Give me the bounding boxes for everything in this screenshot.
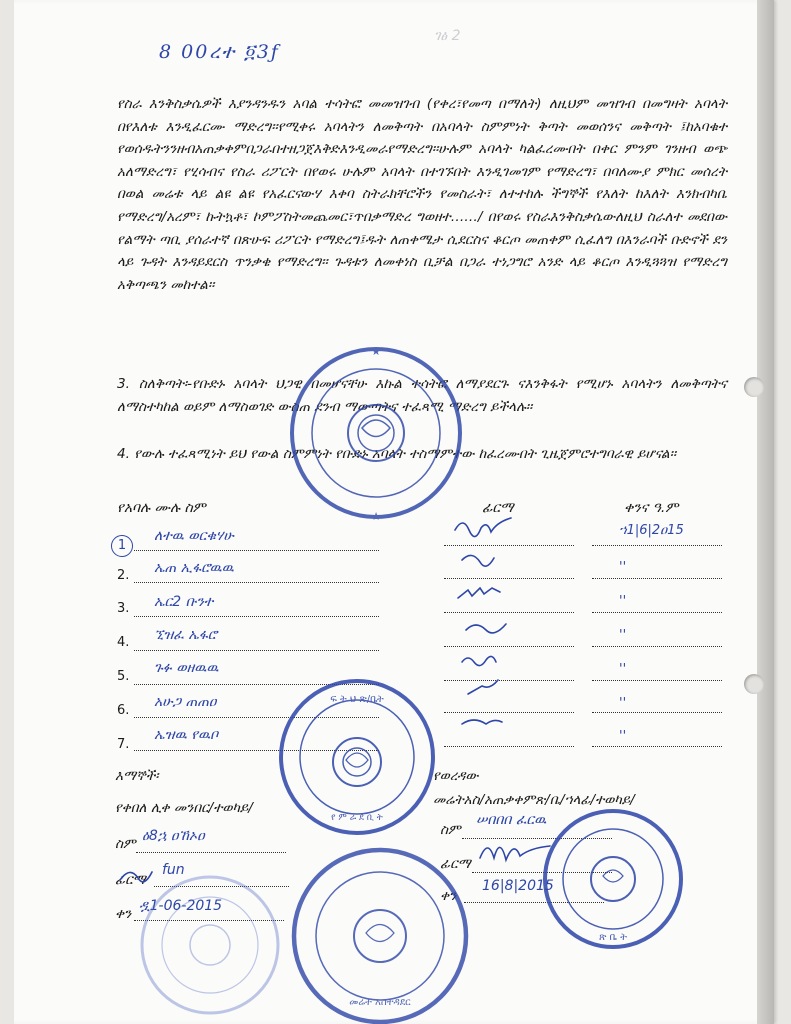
signature-line bbox=[444, 680, 574, 681]
transferor-label: የወረዳው bbox=[433, 768, 479, 784]
left-signature-handwritten: fun bbox=[162, 862, 185, 878]
handwritten-header-note: 8 00ረተ ፬3ƒ bbox=[159, 41, 280, 63]
faint-page-mark: ገፅ 2 bbox=[434, 28, 461, 44]
punch-hole bbox=[744, 377, 764, 397]
left-signature-label: ፊርማ bbox=[115, 872, 146, 888]
date-line bbox=[592, 545, 722, 546]
left-name-line bbox=[136, 852, 286, 853]
punch-hole bbox=[744, 674, 764, 694]
member-date: '' bbox=[619, 628, 627, 643]
right-date-handwritten: 16|8|2015 bbox=[482, 878, 554, 894]
svg-text:★: ★ bbox=[371, 345, 381, 358]
column-header-name: የአባሉ ሙሉ ስም bbox=[117, 500, 206, 516]
member-name: ኤዝዉ የዉቦ bbox=[154, 727, 219, 743]
svg-text:የ ም ራ ደ ቢ ት: የ ም ራ ደ ቢ ት bbox=[331, 813, 383, 823]
member-date: '' bbox=[619, 662, 627, 677]
left-name-label: ስም bbox=[115, 836, 136, 852]
left-name-handwritten: ዕ8ኋ ዐኸኦዐ bbox=[142, 828, 205, 844]
row-number: 4. bbox=[117, 635, 130, 650]
right-signature-line bbox=[472, 872, 612, 873]
name-line bbox=[134, 650, 379, 651]
date-line bbox=[592, 746, 722, 747]
paragraph-penalties: 3. ስለቅጣት፡-የቡድኑ አባላት ህጋዊ በመሆናቸሁ እኩል ተሳትፎ ለማያደርጉ ናእንቅፋት የሚሆኑ አባላትን ለመቅጣትና ለማስተካከል ወይም ለማስወገድ ውስጠ ደንብ ማውጣትና ተፈጻሚ ማድረግ ይችላሉ፡፡ bbox=[117, 376, 727, 415]
signature-line bbox=[444, 545, 574, 546]
signature-line bbox=[444, 712, 574, 713]
left-date-label: ቀን bbox=[115, 906, 132, 922]
name-line bbox=[134, 750, 379, 751]
name-line bbox=[134, 550, 379, 551]
member-date: ኀ1|6|2ዐ15 bbox=[619, 523, 684, 538]
date-line bbox=[592, 578, 722, 579]
left-signature-line bbox=[154, 886, 289, 887]
scan-edge-shadow bbox=[757, 0, 774, 1024]
document-page bbox=[14, 0, 774, 1024]
svg-text:ጽ ቤ ት: ጽ ቤ ት bbox=[599, 932, 627, 943]
right-signature-label: ፊርማ bbox=[440, 856, 471, 872]
name-line bbox=[134, 717, 379, 718]
date-line bbox=[592, 680, 722, 681]
member-name: ኤጠ ኢፋሮዉዉ bbox=[154, 560, 234, 576]
member-name: አሁጋ ጠጠዐ bbox=[154, 694, 217, 710]
name-line bbox=[134, 582, 379, 583]
svg-text:★: ★ bbox=[371, 510, 381, 523]
signature-line bbox=[444, 612, 574, 613]
svg-text:መሬት አስተዳደር: መሬት አስተዳደር bbox=[349, 997, 411, 1008]
right-name-line bbox=[462, 838, 612, 839]
column-header-signature: ፊርማ bbox=[482, 500, 514, 516]
row-number: 6. bbox=[117, 703, 130, 718]
right-date-label: ቀን bbox=[440, 888, 457, 904]
member-date: '' bbox=[619, 696, 627, 711]
signature-line bbox=[444, 646, 574, 647]
member-name: ጉፉ ወዘዉዉ bbox=[154, 660, 219, 676]
member-name: ኤር2 ቡንተ bbox=[154, 594, 214, 610]
row-number: 1 bbox=[111, 535, 133, 557]
member-date: '' bbox=[619, 729, 627, 744]
member-name: ለተዉ ወርቁሃሁ bbox=[154, 528, 234, 544]
member-date: '' bbox=[619, 594, 627, 609]
name-line bbox=[134, 616, 379, 617]
member-name: ኚዝፈ ኤፋሮ bbox=[154, 627, 217, 643]
witnesses-label: እማኞች፡ bbox=[115, 768, 159, 784]
date-line bbox=[592, 646, 722, 647]
date-line bbox=[592, 712, 722, 713]
row-number: 3. bbox=[117, 601, 130, 616]
signature-line bbox=[444, 746, 574, 747]
row-number: 7. bbox=[117, 737, 130, 752]
name-line bbox=[134, 684, 379, 685]
column-header-date: ቀንና ዓ.ም bbox=[624, 500, 679, 516]
date-line bbox=[592, 612, 722, 613]
svg-text:ፍ ት ህ ጽ/ቤት: ፍ ት ህ ጽ/ቤት bbox=[330, 694, 384, 705]
signature-line bbox=[444, 578, 574, 579]
row-number: 2. bbox=[117, 568, 130, 583]
left-date-handwritten: ዷ1-06-2015 bbox=[139, 898, 223, 914]
left-date-line bbox=[134, 920, 284, 921]
paragraph-duties: የስራ እንቅስቃሴዎች እያንዳንዱን አባል ተሳትፎ መመዝገብ (የቀረ፣የመጣ በማለት) ለዚህም መዝገብ በመግዛት አባላት በየእለቱ እንዲፈርሙ ማድረግ፡፡የሚቀሩ አባላትን ለመቅጣት በአባላት ስምምነት ቅጣት መወሰንና መቅጣት ፤ከአባቁተ የወሰዱትንንዘብአጠቃቀምበጋራበተዘጋጀእቅድእንዲመራየማድረግ፡፡ሁሉም አባላት ካልፈረሙበት በቀር ምንም ገንዘብ ወጭ አለማድረግ፣ የሂሳብና የስራ ሪፖርት በየወሩ ሁሉም አባላት በተገኙበት እንዲገመገም የማድረግ፣ በባለሙያ ምክር መሰረት በወል መሬቱ ላይ ልዩ ልዩ የአፈርናውሃ እቀባ ስትራክቸሮችን የመስራት፣ ለተተከሉ ችግኞች የእለት ከእለት እንክብካቤ የማድረግ/አረም፣ ኩትኳቶ፣ ኮምፖስትመጨመር፣ጥበቃማድረ ግወዘተ……/ በየወሩ የስራእንቅስቃሴውለዚህ ስራለተ መደበው የልማት ጣቢ ያሰራተኛ በጽሁፍ ሪፖርት የማድረግ፤ዱት ለጠቀሜታ ሲደርስና ቆርጦ መጠቀም ሲፈለግ በእንራባች ቡድኖች ደን ላይ ጉዳት እንዳይደርስ ጥንቃቄ የማድረግ፡፡ ጉዳቱን ለመቀነስ ቢቻል በጋራ ተነጋግሮ አንድ ላይ ቆርጦ እንዲጓጓዝ የማድረግ አቅጣጫን መከተል፡፡ bbox=[117, 96, 727, 293]
right-name-label: ስም bbox=[440, 822, 461, 838]
transferor-office: መሬትአስ/አጠቃቀምጽ/ቤ/ኀላፊ/ተወካይ/ bbox=[433, 792, 635, 808]
right-name-handwritten: ሠበበበ ፈርዉ bbox=[476, 812, 547, 828]
right-date-line bbox=[464, 902, 604, 903]
paragraph-validity: 4. የውሉ ተፈጻሚነት ይህ የውል ስምምነት የቡድኑ አባላት ተስማምተው ከፈረሙበት ጊዜጀምሮተግባራዊ ይሆናል፡፡ bbox=[117, 446, 677, 462]
member-date: '' bbox=[619, 560, 627, 575]
row-number: 5. bbox=[117, 669, 130, 684]
received-by-label: የቀበለ ሊቀ መንበር/ተወካይ/ bbox=[115, 800, 253, 816]
